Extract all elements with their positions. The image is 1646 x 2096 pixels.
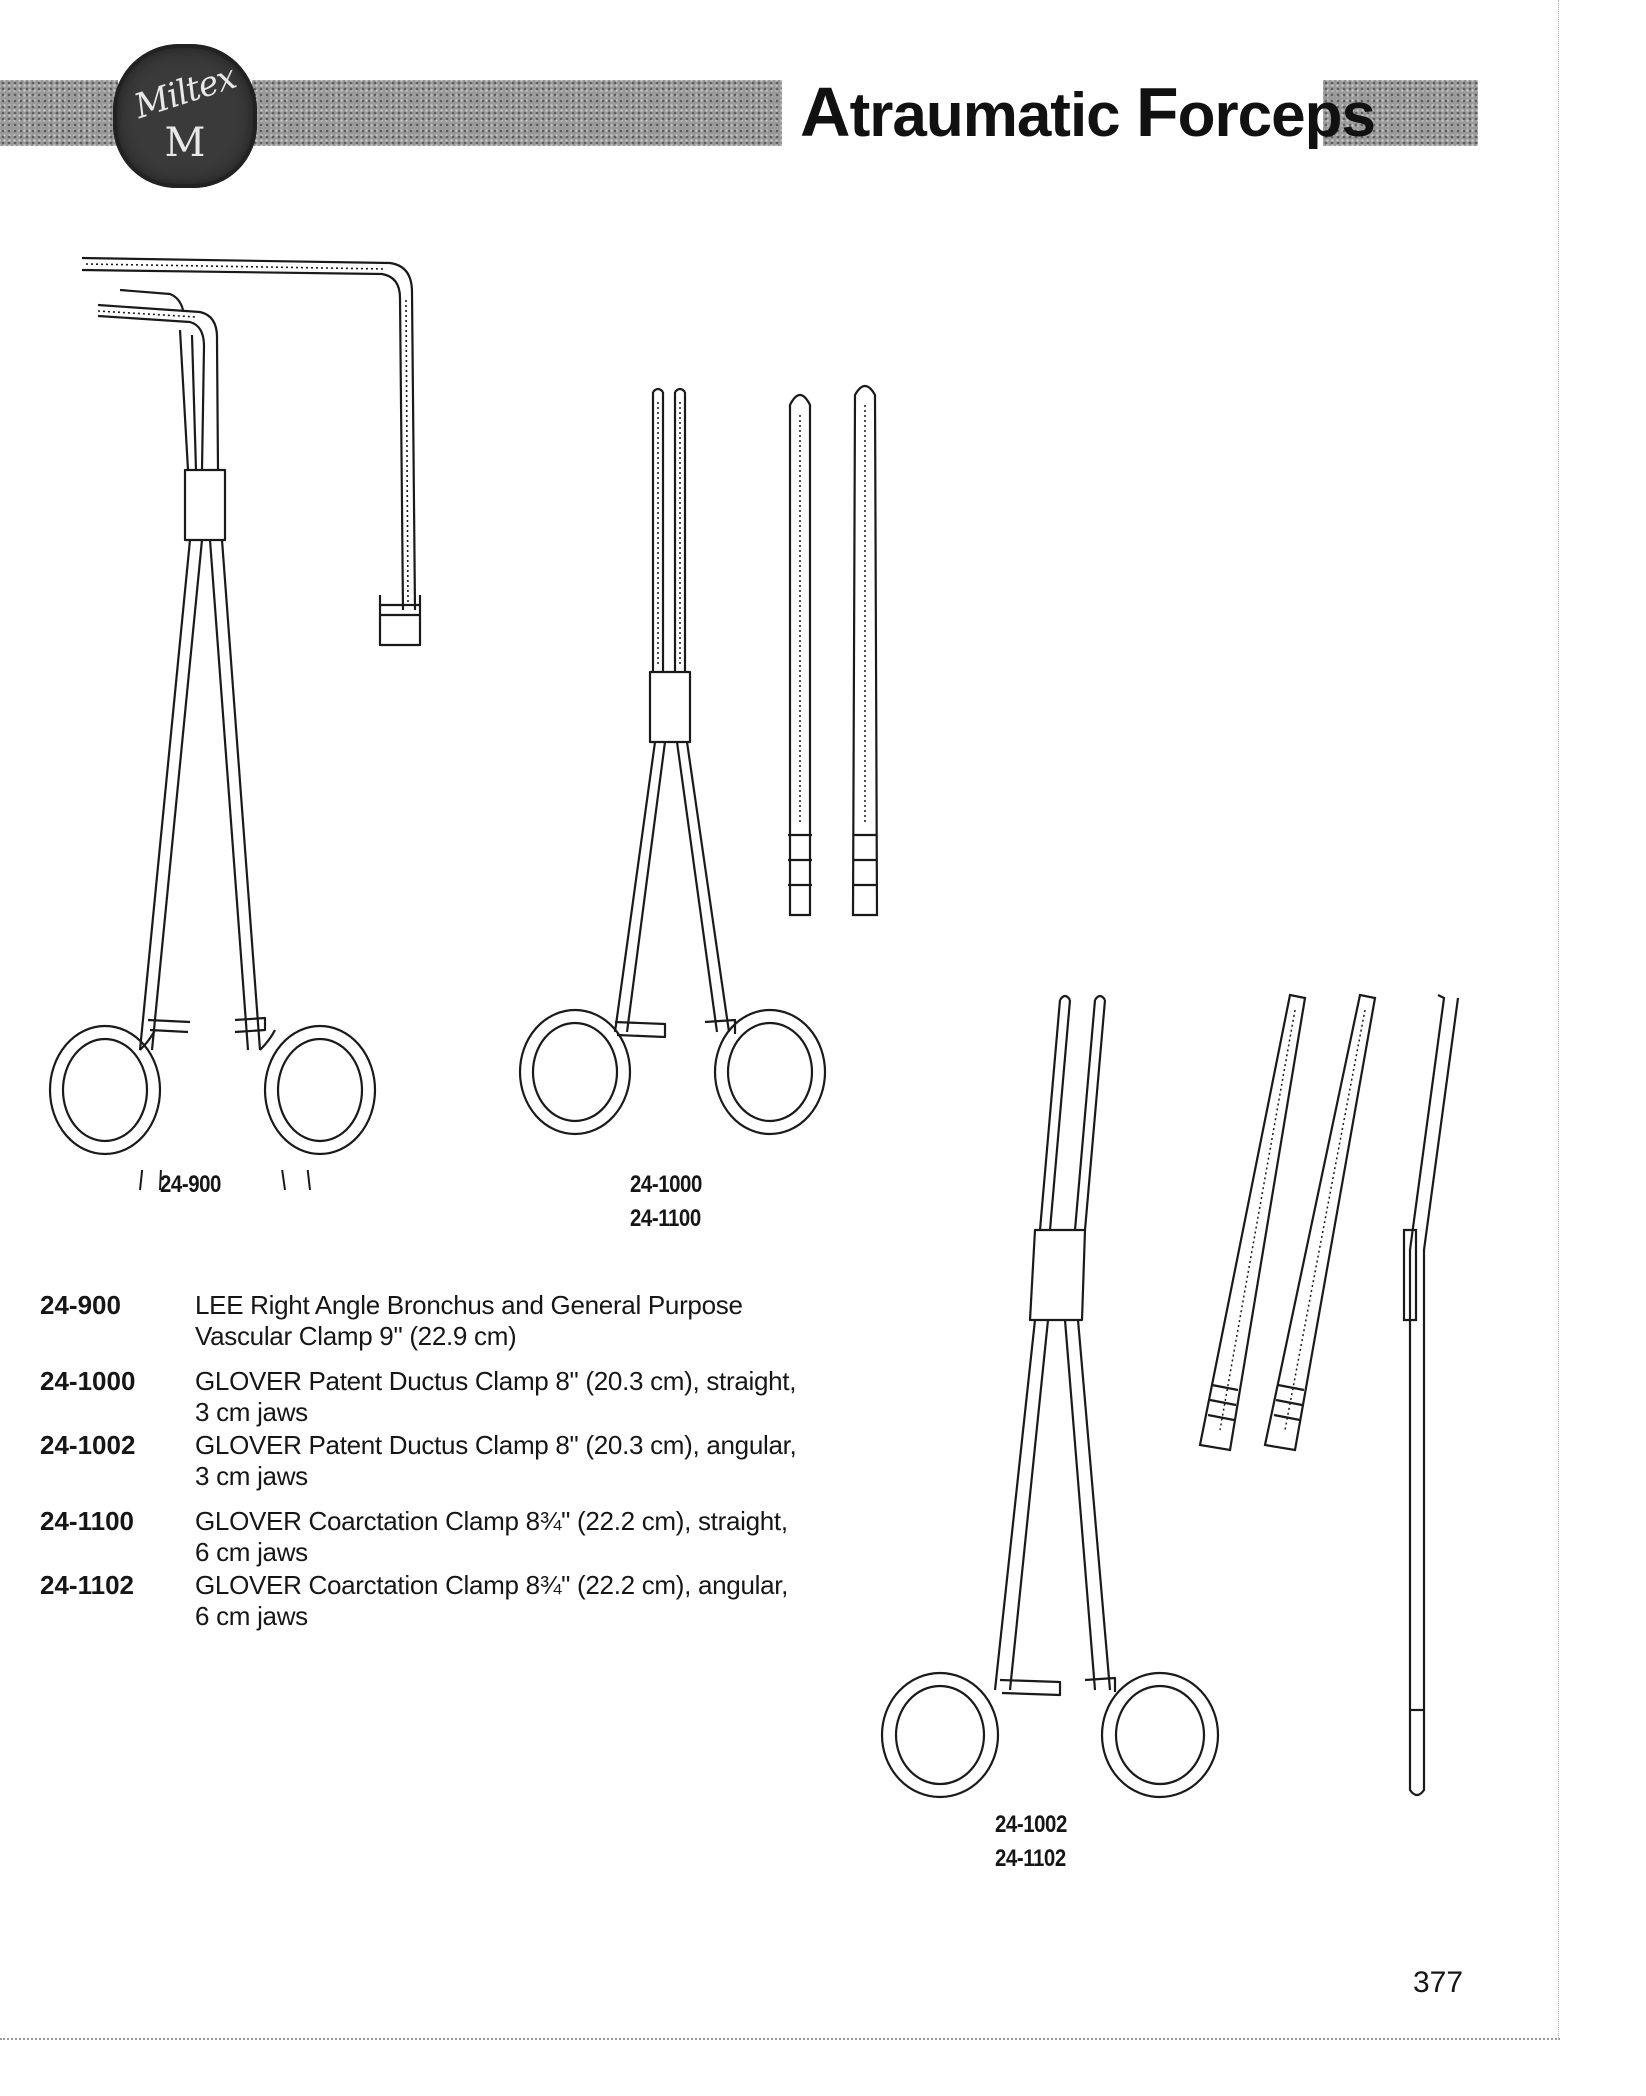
product-description bbox=[195, 1290, 800, 1352]
description-line-1: GLOVER Patent Ductus Clamp 8" (20.3 cm), angular, bbox=[195, 1430, 797, 1460]
product-code: 24-1000 bbox=[40, 1366, 136, 1396]
glover-straight-jaw-inserts-illustration bbox=[780, 385, 900, 935]
page-title bbox=[800, 72, 1375, 152]
description-line-1: GLOVER Coarctation Clamp 8¾" (22.2 cm), straight, bbox=[195, 1506, 788, 1536]
page-number: 377 bbox=[1413, 1966, 1464, 1999]
footer-rule bbox=[0, 2038, 1560, 2040]
product-row-24-900 bbox=[40, 1290, 800, 1352]
logo-brand-script: Miltex bbox=[129, 56, 241, 128]
logo-brand-mark: M bbox=[164, 120, 206, 166]
description-line-1: LEE Right Angle Bronchus and General Purpose bbox=[195, 1290, 743, 1320]
description-line-2: 6 cm jaws bbox=[195, 1537, 308, 1567]
figure-label-24-1100: 24-1100 bbox=[630, 1205, 701, 1232]
lee-clamp-detail bbox=[20, 250, 410, 1170]
miltex-logo bbox=[113, 44, 257, 188]
header-band-left bbox=[0, 80, 118, 146]
description-line-2: 3 cm jaws bbox=[195, 1461, 308, 1491]
description-line-1: GLOVER Patent Ductus Clamp 8" (20.3 cm), straight, bbox=[195, 1366, 797, 1396]
title-initial-a: A bbox=[800, 73, 850, 151]
figure-label-24-1000: 24-1000 bbox=[630, 1171, 702, 1198]
figure-label-24-1102: 24-1102 bbox=[995, 1845, 1066, 1872]
figure-label-24-900: 24-900 bbox=[160, 1171, 221, 1198]
description-line-1: GLOVER Coarctation Clamp 8¾" (22.2 cm), angular, bbox=[195, 1570, 789, 1600]
page-edge bbox=[1558, 0, 1559, 2040]
product-code: 24-1002 bbox=[40, 1430, 136, 1460]
product-row-24-1100 bbox=[40, 1506, 800, 1568]
figure-label-24-1002: 24-1002 bbox=[995, 1811, 1067, 1838]
product-listing bbox=[40, 1290, 800, 1646]
product-row-24-1002 bbox=[40, 1430, 800, 1492]
product-code: 24-1102 bbox=[40, 1570, 134, 1600]
product-row-24-1102 bbox=[40, 1570, 800, 1632]
title-word-orceps: orceps bbox=[1177, 81, 1375, 150]
product-description bbox=[195, 1430, 800, 1492]
title-word-traumatic: traumatic bbox=[849, 81, 1120, 150]
description-line-2: 3 cm jaws bbox=[195, 1397, 308, 1427]
product-code: 24-1100 bbox=[40, 1506, 134, 1536]
product-description bbox=[195, 1506, 800, 1568]
product-code: 24-900 bbox=[40, 1290, 121, 1320]
description-line-2: Vascular Clamp 9" (22.9 cm) bbox=[195, 1321, 517, 1351]
product-row-24-1000 bbox=[40, 1366, 800, 1428]
glover-angular-jaw-inserts-illustration bbox=[1120, 990, 1370, 1800]
product-description bbox=[195, 1570, 800, 1632]
title-initial-f: F bbox=[1135, 73, 1178, 151]
product-description bbox=[195, 1366, 800, 1428]
description-line-2: 6 cm jaws bbox=[195, 1601, 308, 1631]
header-band-middle bbox=[252, 80, 782, 146]
